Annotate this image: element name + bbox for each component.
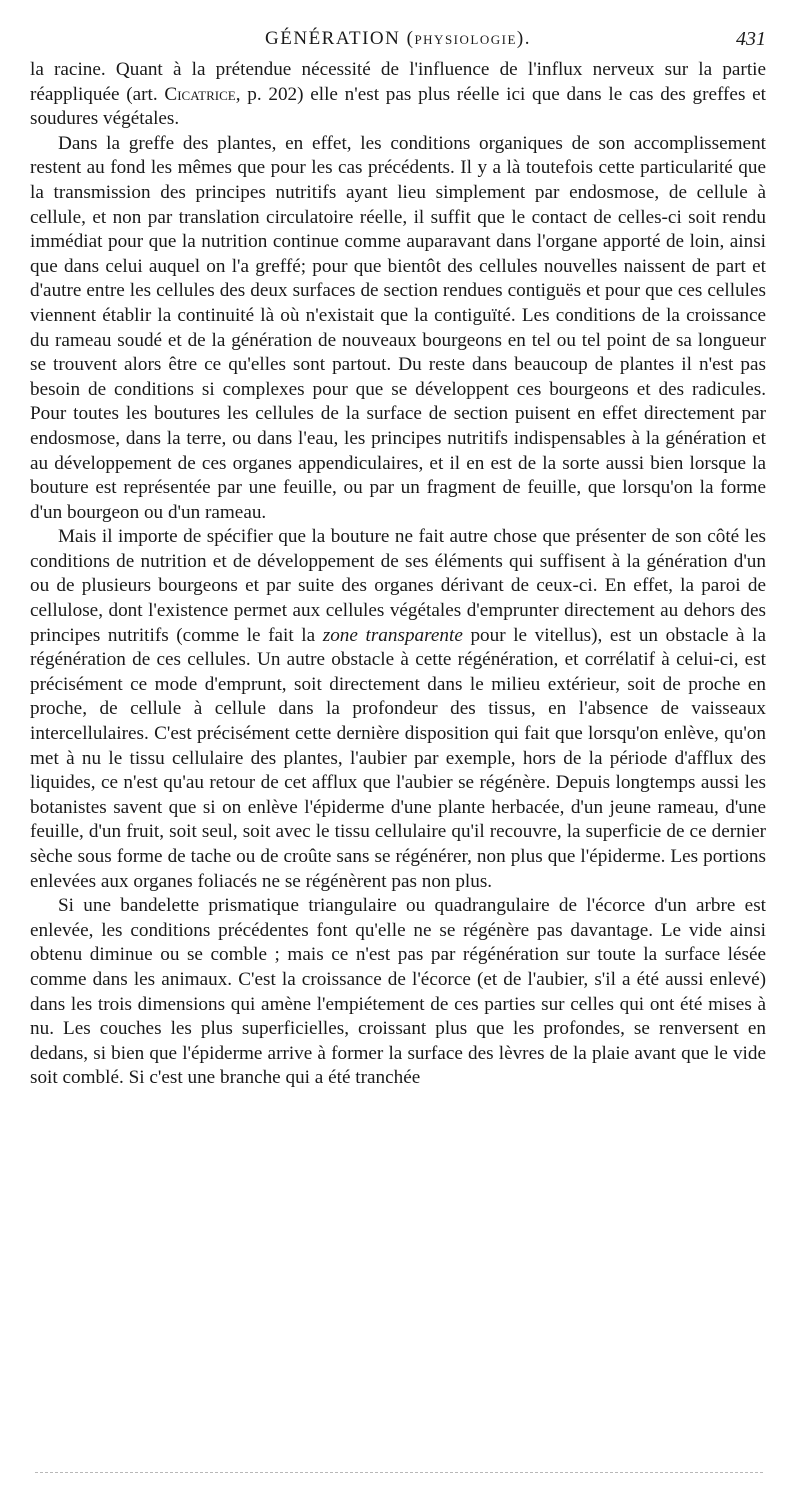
document-page (30, 28, 766, 1091)
paragraph-text: Cicatrice (164, 83, 236, 105)
paragraph-text: Mais il importe de spécifier que la bouture ne fait autre chose que présenter de son côté les conditions de nutrition et de développement de ses éléments qui suffisent à la génération d'un ou de plusieurs bourgeons et par suite des organes dérivant de ceux-ci. En effet, la paroi de cellulose, dont l'existence permet aux cellules végétales d'emprunter directement au dehors des principes nutritifs (comme le fait la (30, 526, 766, 646)
paragraph-text: pour le vitellus), est un obstacle à la régénération de ces cellules. Un autre obstacle à cette régénération, et corrélatif à celui-ci, est précisément ce mode d'emprunt, soit directement dans le milieu extérieur, soit de proche en proche, de cellule à cellule dans la profondeur des tissus, en l'absence de vaisseaux intercellulaires. C'est précisément cette dernière disposition qui fait que lorsqu'on enlève, qu'on met à nu le tissu cellulaire des plantes, l'aubier par exemple, hors de la période d'afflux des liquides, ce n'est qu'au retour de cet afflux que l'aubier se régénère. Depuis longtemps aussi les botanistes savent que si on enlève l'épiderme d'une plante herbacée, d'un jeune rameau, d'une feuille, d'un fruit, soit seul, soit avec le tissu cellulaire qu'il recouvre, la superficie de ce dernier sèche sous forme de tache ou de croûte sans se régénérer, non plus que l'épiderme. Les portions enlevées aux organes foliacés ne se régénèrent pas non plus. (30, 624, 767, 892)
paragraph-p2 (30, 132, 766, 526)
paragraph-text: la racine. Quant à la prétendue nécessité de l'influence de l'influx nerveux sur la partie réappliquée (art. (30, 59, 766, 105)
paragraph-text: , p. 202) elle n'est pas plus réelle ici que dans le cas des greffes et soudures végétales. (30, 83, 766, 130)
paragraph-p4 (30, 894, 766, 1091)
running-title (265, 28, 531, 50)
page-number: 431 (736, 28, 766, 50)
footer-rule (35, 1472, 763, 1473)
running-title-main: GÉNÉRATION ( (265, 28, 415, 49)
running-title-close: ). (516, 28, 531, 49)
paragraph-p3 (30, 525, 766, 894)
paragraph-text: Dans la greffe des plantes, en effet, les conditions organiques de son accomplissement restent au fond les mêmes que pour les cas précédents. Il y a là toutefois cette particularité que la transmission des principes nutritifs ayant lieu simplement par endosmose, de cellule à cellule, et non par translation circulatoire réelle, il suffit que le contact de celles-ci soit rendu immédiat pour que la nutrition continue comme auparavant dans l'organe apporté de loin, ainsi que dans celui auquel on l'a greffé; pour que bientôt des cellules nouvelles naissent de part et d'autre entre les cellules des deux surfaces de section rendues contiguës et pour que ces cellules viennent établir la continuité là où n'existait que la contiguïté. Les conditions de la croissance du rameau soudé et de la génération de nouveaux bourgeons en tel ou tel point de sa longueur se trouvent alors être ce qu'elles sont partout. Du reste dans beaucoup de plantes il n'est pas besoin de conditions si complexes pour que se développent ces bourgeons et des radicules. Pour toutes les boutures les cellules de la surface de section puisent en effet directement par endosmose, dans la terre, ou dans l'eau, les principes nutritifs indispensables à la génération et au développement de ces organes appendiculaires, et il en est de la sorte aussi bien lorsque la bouture est représentée par une feuille, ou par un fragment de feuille, que lorsqu'on la forme d'un bourgeon ou d'un rameau. (30, 132, 766, 523)
paragraph-p1 (30, 58, 766, 132)
running-title-subject: PHYSIOLOGIE (414, 32, 517, 47)
body-text (30, 58, 766, 1091)
paragraph-text: zone transparente (322, 624, 463, 646)
running-header (30, 28, 766, 58)
paragraph-text: Si une bandelette prismatique triangulaire ou quadrangulaire de l'écorce d'un arbre est enlevée, les conditions précédentes font qu'elle ne se régénère pas davantage. Le vide ainsi obtenu diminue ou se comble ; mais ce n'est pas par régénération sur toute la surface lésée comme dans les animaux. C'est la croissance de l'écorce (et de l'aubier, s'il a été aussi enlevé) dans les trois dimensions qui amène l'empiétement de ces parties sur celles qui ont été mises à nu. Les couches les plus superficielles, croissant plus que les profondes, se renversent en dedans, si bien que l'épiderme arrive à former la surface des lèvres de la plaie avant que le vide soit comblé. Si c'est une branche qui a été tranchée (30, 895, 766, 1089)
